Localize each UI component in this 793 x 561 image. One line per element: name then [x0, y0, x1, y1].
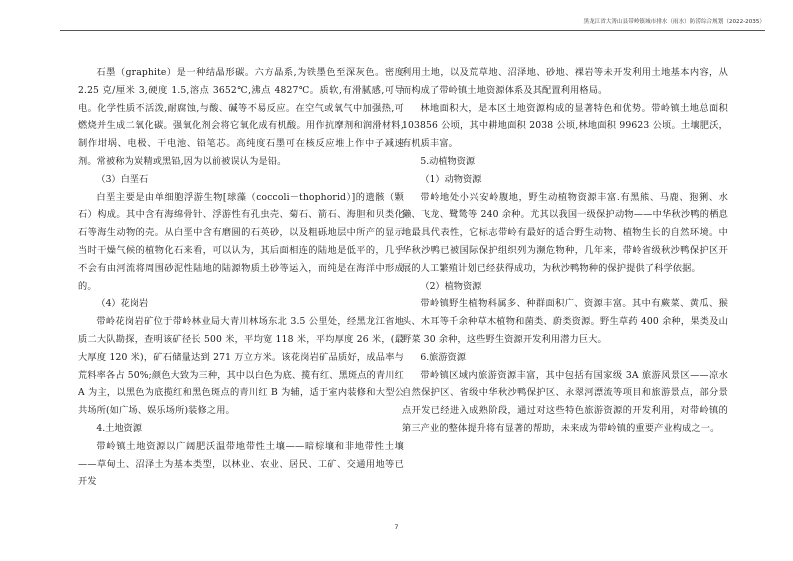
heading-plant-resources: （2）植物资源: [420, 280, 482, 292]
paragraph-graphite: 石墨（graphite）是一种结晶形碳。六方晶系,为铁墨色至深灰色。密度 2.25 克/厘米 3,硬度 1.5,溶点 3652℃,沸点 4827℃。质软,有滑腻感,可导电。化学性质不活泼,耐腐蚀,与酸、碱等不易反应。在空气或氧气中加强热,可燃烧并生成二氧化碳。强氧化剂会将它氧化成有机酸。用作抗摩剂和润滑材料,制作坩埚、电极、干电池、铅笔芯。高纯度石墨可在核反应堆上作中子减速剂。常被称为炭精或黑铅,因为以前被误认为是铅。: [78, 67, 404, 167]
heading-granite: （4）花岗岩: [96, 298, 149, 310]
paragraph-land-continued: 利用土地，以及荒草地、沼泽地、砂地、裸岩等未开发利用土地基本内容，从而构成了带岭镇土地资源体系及其配置利用格局。: [402, 67, 728, 96]
heading-land-resources: 4.土地资源: [96, 422, 142, 434]
heading-flora-fauna: 5.动植物资源: [420, 155, 476, 167]
paragraph-land-resources: 带岭镇土地资源以广阔肥沃温带地带性土壤——暗棕壤和非地带性土壤——草甸土、沼泽土为基本类型，以林业、农业、居民、工矿、交通用地等已开发: [78, 440, 404, 488]
paragraph-tourism: 带岭镇区域内旅游资源丰富，其中包括有国家级 3A 旅游风景区——凉水自然保护区、省级中华秋沙鸭保护区、永翠河漂流等项目和旅游景点，部分景点开发已经进入成熟阶段，通过对这些特色旅游资源的开发利用，对带岭镇的第三产业的整体提升将有显著的帮助，未来成为带岭镇的重要产业构成之一。: [402, 369, 728, 434]
left-column: [78, 64, 404, 491]
paragraph-animal-resources: 带岭地处小兴安岭腹地，野生动植物资源丰富.有黑熊、马鹿、狍猁、水獭、飞龙、鹭鸶等 240 余种。尤其以我国一级保护动物——中华秋沙鸭的栖息地最具代表性，它标志带岭有最好的适合野生动物、植物生长的自然环境。中华秋沙鸭已被国际保护组织列为濒危物种，几年来，带岭省级秋沙鸭保护区开展的人工繁殖计划已经获得成功，为秋沙鸭物种的保护提供了科学依据。: [402, 191, 728, 274]
heading-animal-resources: （1）动物资源: [420, 173, 482, 185]
page-number: 7: [394, 523, 399, 531]
heading-tourism: 6.旅游资源: [420, 351, 466, 363]
paragraph-chalk: 白垩主要是由单细胞浮游生物[球藻（coccoli－thophorid）]的遗骸（颗石）构成。其中含有海绵骨针、浮游性有孔虫壳、菊石、箭石、海胆和贝类化石等海生动物的壳。从白垩中含有磨圆的石英砂，以及粗砾地层中所产的显示当时干燥气候的植物化石来看，可以认为，其后面相连的陆地是低平的，几乎不会有由河流将周围砂泥性陆地的陆源物质土砂等运入，而纯是在海洋中形成的。: [78, 191, 404, 292]
heading-chalk: （3）白垩石: [96, 173, 149, 185]
right-column: [402, 64, 728, 438]
paragraph-granite: 带岭花岗岩矿位于带岭林业局大青川林场东北 3.5 公里处，经黑龙江省地质二大队勘探，查明该矿径长 500 米，平均宽 118 米，平均厚度 26 米，(最大厚度 120 米)，矿石储量达到 271 万立方米。该花岗岩矿品质好，成品率与荒料率各占 50%;颜色大致为三种，其中以白色为底、揽有红、黑斑点的青川红 A 为主，以黑色为底揽红和黑色斑点的青川红 B 为辅，适于室内装修和大型公共场所(如广场、娱乐场所)装修之用。: [78, 316, 404, 417]
paragraph-plant-resources: 带岭镇野生植物科属多、种群面积广、资源丰富。其中有蕨菜、黄瓜、猴头、木耳等千余种草木植物和菌类、蔚类资源。野生草药 400 余种，果类及山野菜 30 余种，这些野生资源开发利用潜力巨大。: [402, 298, 728, 345]
paragraph-forest-area: 林地面积大，是本区土地资源构成的显著特色和优势。带岭镇土地总面积103856 公顷，其中耕地面积 2038 公顷,林地面积 99623 公顷。土壤肥沃，有机质丰富。: [402, 102, 728, 150]
header-divider: [60, 30, 765, 31]
header-title: 黑龙江省大箐山县带岭镇城市排水（雨水）防涝综合规划（2022-2035）: [583, 19, 765, 25]
